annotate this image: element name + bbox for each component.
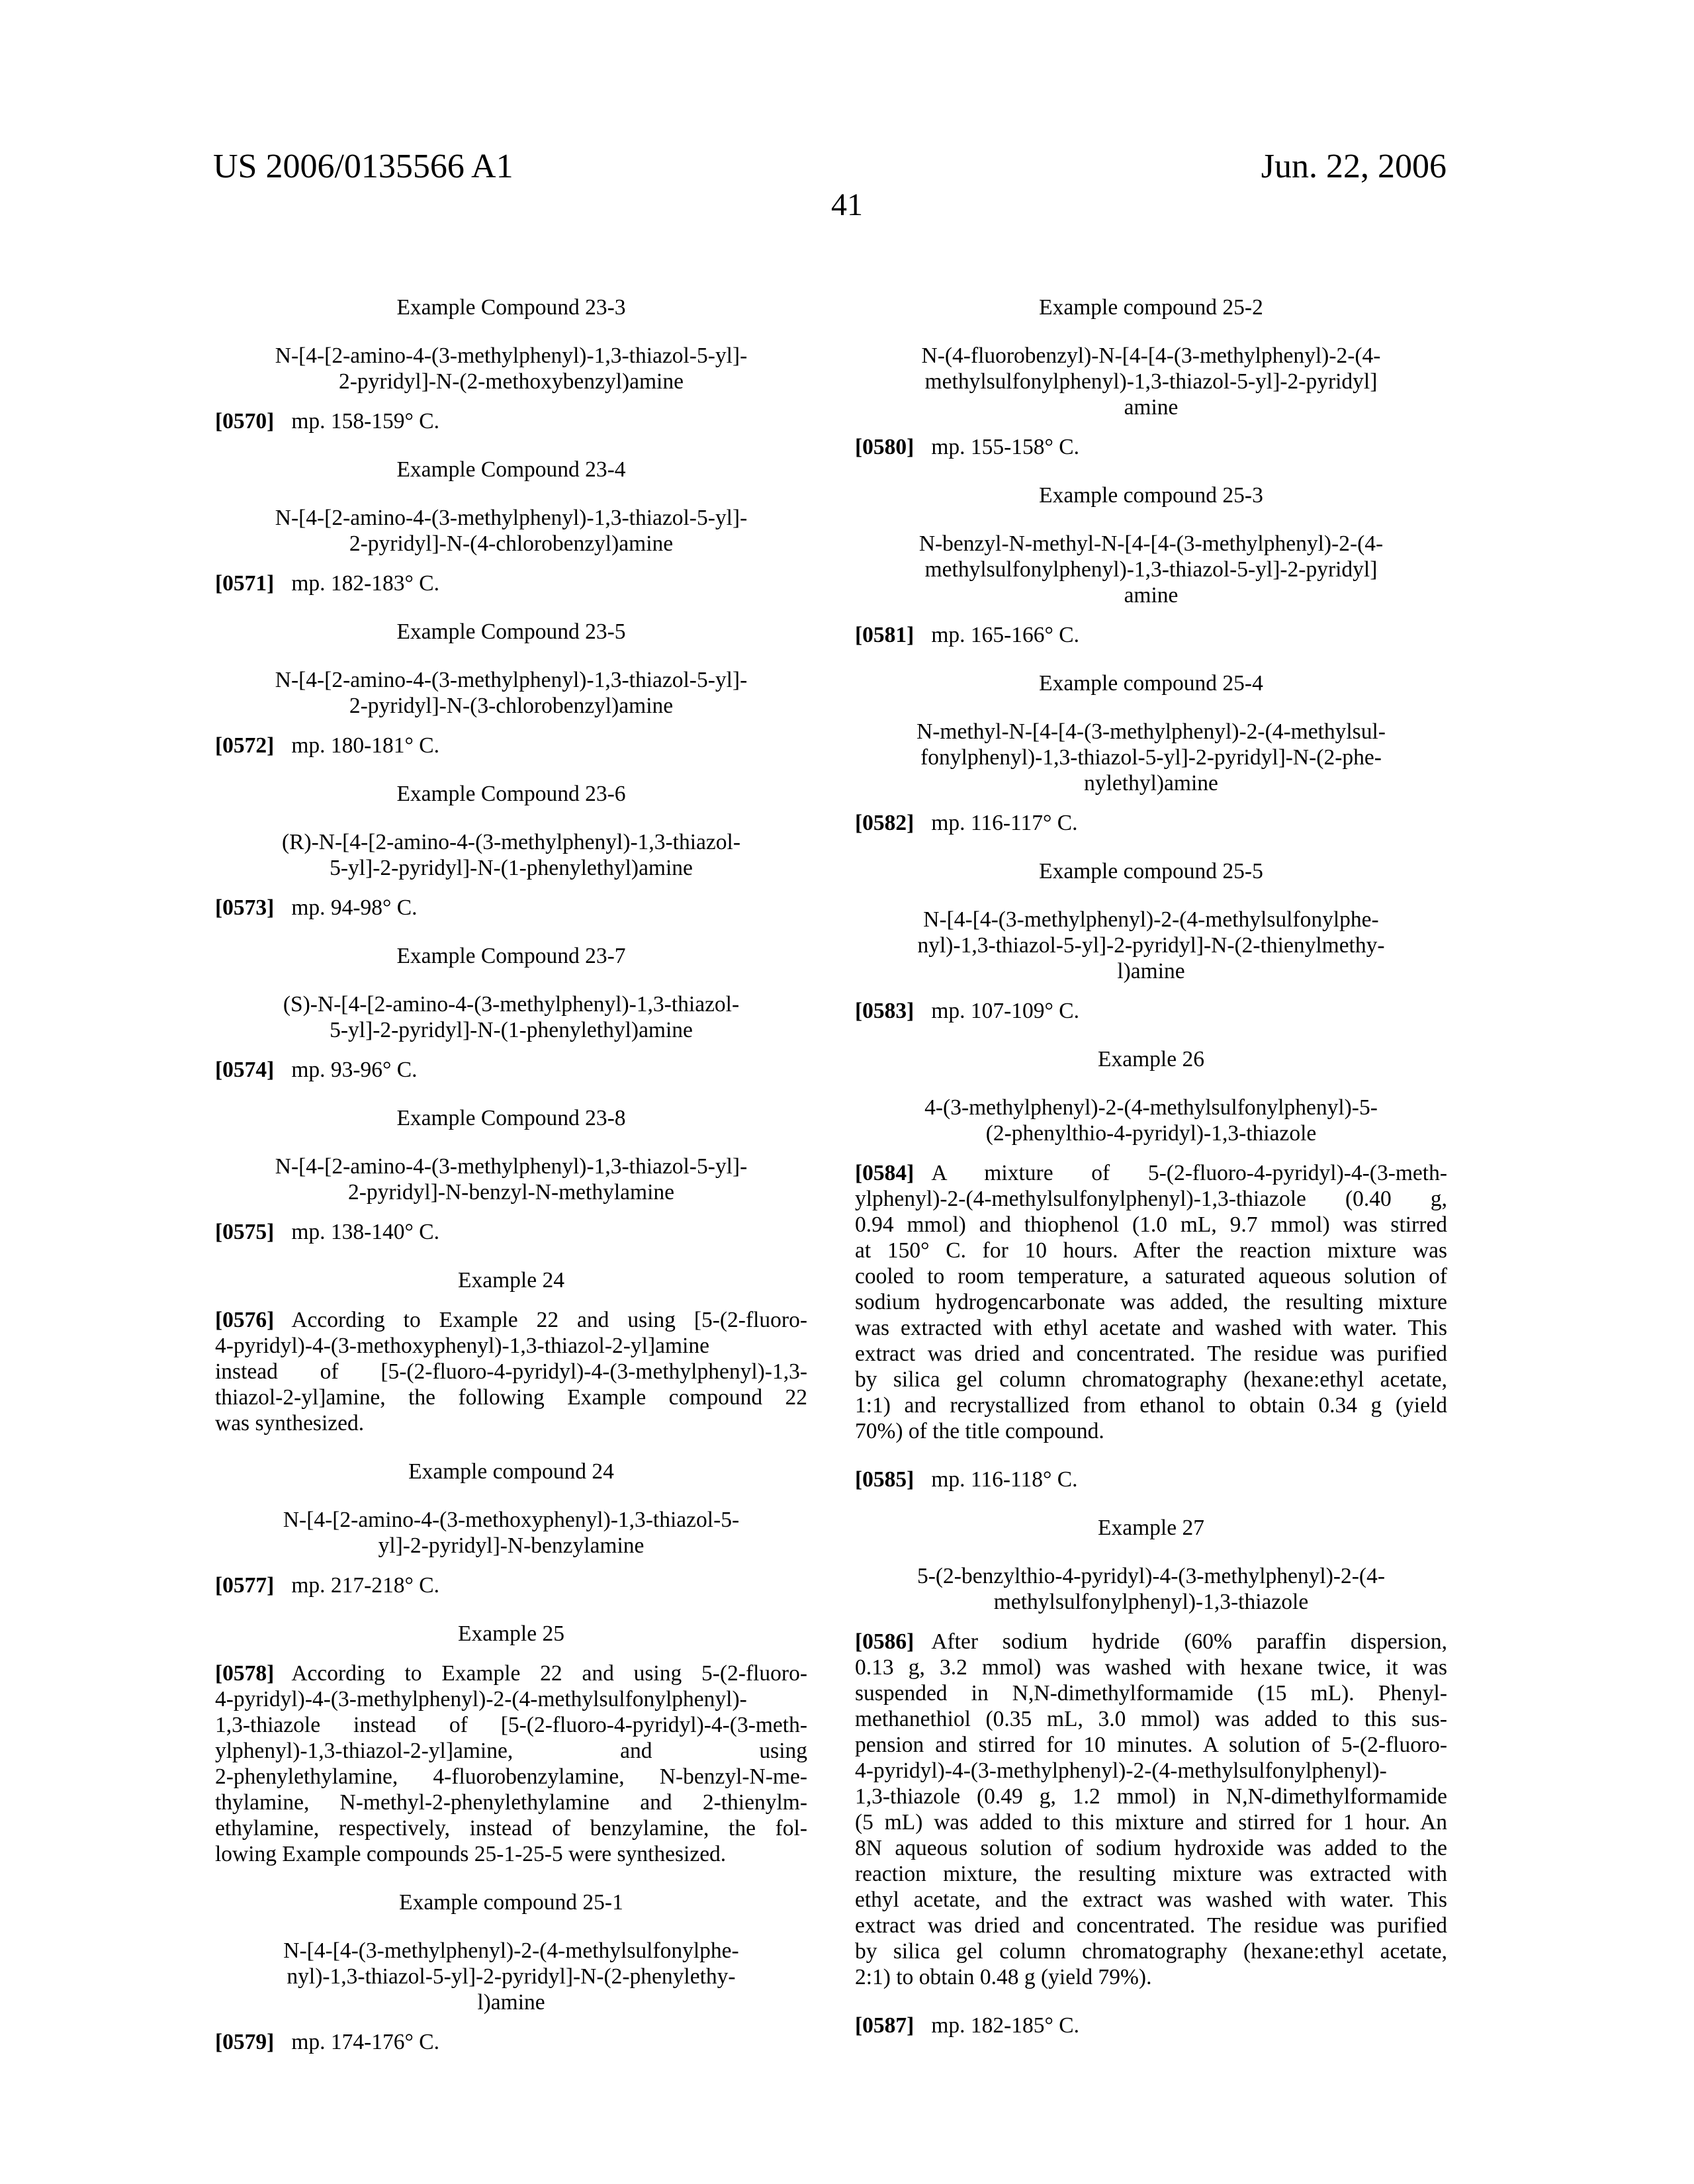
paragraph-text: mp. 165-166° C. bbox=[931, 623, 1079, 647]
spacer bbox=[855, 2038, 1447, 2061]
compound-name bbox=[215, 1938, 807, 2015]
section-heading: Example 25 bbox=[215, 1621, 807, 1647]
paragraph-line bbox=[855, 1392, 1447, 1418]
paragraph-line bbox=[855, 1629, 1447, 1655]
spacer bbox=[215, 1083, 807, 1105]
spacer bbox=[215, 320, 807, 343]
spacer bbox=[855, 608, 1447, 622]
spacer bbox=[215, 394, 807, 408]
paragraph-line bbox=[855, 1238, 1447, 1263]
paragraph-text: mp. 116-117° C. bbox=[931, 811, 1077, 835]
compound-name-line: 2-pyridyl]-N-(3-chlorobenzyl)amine bbox=[215, 693, 807, 719]
compound-name-line: l)amine bbox=[855, 958, 1447, 984]
spacer bbox=[215, 557, 807, 570]
paragraph-text: According to Example 22 and using [5-(2-fluoro- bbox=[291, 1308, 807, 1332]
paragraph bbox=[215, 408, 807, 434]
paragraph-line bbox=[215, 1057, 807, 1083]
compound-name bbox=[855, 719, 1447, 796]
paragraph-line bbox=[215, 1572, 807, 1598]
spacer bbox=[855, 648, 1447, 670]
paragraph-text: mp. 138-140° C. bbox=[291, 1220, 439, 1244]
paragraph-text: mp. 158-159° C. bbox=[291, 409, 439, 433]
section-heading: Example Compound 23-5 bbox=[215, 619, 807, 645]
paragraph-text: 0.13 g, 3.2 mmol) was washed with hexane twice, it was bbox=[855, 1655, 1447, 1680]
section-heading: Example compound 24 bbox=[215, 1459, 807, 1484]
paragraph-text: 1,3-thiazole (0.49 g, 1.2 mmol) in N,N-dimethylformamide bbox=[855, 1784, 1447, 1809]
section-heading: Example 26 bbox=[855, 1046, 1447, 1072]
section-block bbox=[855, 1467, 1447, 1515]
section-block bbox=[855, 482, 1447, 670]
section-block bbox=[215, 295, 807, 457]
paragraph-text: methanethiol (0.35 mL, 3.0 mmol) was added to this sus- bbox=[855, 1707, 1447, 1731]
paragraph-line bbox=[855, 1938, 1447, 1964]
paragraph-number: [0576] bbox=[215, 1308, 274, 1332]
compound-name bbox=[215, 667, 807, 719]
paragraph-number: [0580] bbox=[855, 435, 914, 459]
paragraph-text: by silica gel column chromatography (hexane:ethyl acetate, bbox=[855, 1939, 1447, 1964]
paragraph-line bbox=[855, 1655, 1447, 1680]
spacer bbox=[215, 482, 807, 505]
compound-name-line: (R)-N-[4-[2-amino-4-(3-methylphenyl)-1,3-thiazol- bbox=[215, 829, 807, 855]
section-block bbox=[215, 1105, 807, 1267]
section-block bbox=[215, 781, 807, 943]
paragraph-text: mp. 93-96° C. bbox=[291, 1058, 417, 1082]
paragraph-text: 4-pyridyl)-4-(3-methylphenyl)-2-(4-methylsulfonylphenyl)- bbox=[215, 1687, 747, 1711]
paragraph bbox=[215, 733, 807, 758]
paragraph-line bbox=[855, 1732, 1447, 1758]
paragraph-text: at 150° C. for 10 hours. After the reaction mixture was bbox=[855, 1238, 1447, 1263]
paragraph bbox=[215, 1661, 807, 1867]
spacer bbox=[215, 1436, 807, 1459]
spacer bbox=[215, 1043, 807, 1057]
spacer bbox=[215, 1598, 807, 1621]
paragraph-text: 0.94 mmol) and thiophenol (1.0 mL, 9.7 mmol) was stirred bbox=[855, 1212, 1447, 1237]
paragraph-line bbox=[215, 1385, 807, 1410]
compound-name-line: (S)-N-[4-[2-amino-4-(3-methylphenyl)-1,3-thiazol- bbox=[215, 991, 807, 1017]
compound-name-line: N-[4-[2-amino-4-(3-methylphenyl)-1,3-thiazol-5-yl]- bbox=[215, 667, 807, 693]
paragraph-text: ethylamine, respectively, instead of benzylamine, the fol- bbox=[215, 1816, 807, 1841]
compound-name-line: 5-yl]-2-pyridyl]-N-(1-phenylethyl)amine bbox=[215, 1017, 807, 1043]
paragraph-text: instead of [5-(2-fluoro-4-pyridyl)-4-(3-methylphenyl)-1,3- bbox=[215, 1359, 807, 1384]
section-heading: Example 27 bbox=[855, 1515, 1447, 1541]
paragraph bbox=[215, 2029, 807, 2055]
page-number: 41 bbox=[0, 187, 1694, 224]
spacer bbox=[855, 1990, 1447, 2013]
paragraph bbox=[855, 1629, 1447, 1990]
section-heading: Example compound 25-1 bbox=[215, 1889, 807, 1915]
paragraph-text: extract was dried and concentrated. The residue was purified bbox=[855, 1342, 1447, 1366]
paragraph-line bbox=[215, 1333, 807, 1359]
paragraph-number: [0570] bbox=[215, 409, 274, 433]
compound-name-line: N-[4-[4-(3-methylphenyl)-2-(4-methylsulfonylphe- bbox=[855, 907, 1447, 933]
compound-name-line: amine bbox=[855, 582, 1447, 608]
paragraph-text: extract was dried and concentrated. The residue was purified bbox=[855, 1913, 1447, 1938]
spacer bbox=[215, 758, 807, 781]
spacer bbox=[215, 807, 807, 829]
section-block bbox=[215, 1889, 807, 2077]
paragraph-number: [0579] bbox=[215, 2030, 274, 2054]
section-block bbox=[855, 295, 1447, 482]
paragraph-text: According to Example 22 and using 5-(2-fluoro- bbox=[291, 1661, 807, 1686]
spacer bbox=[855, 420, 1447, 434]
paragraph-number: [0583] bbox=[855, 999, 914, 1023]
section-heading: Example compound 25-3 bbox=[855, 482, 1447, 508]
compound-name-line: nylethyl)amine bbox=[855, 770, 1447, 796]
paragraph-line bbox=[855, 1861, 1447, 1887]
paragraph-number: [0587] bbox=[855, 2013, 914, 2038]
paragraph-text: thylamine, N-methyl-2-phenylethylamine and 2-thienylm- bbox=[215, 1790, 807, 1815]
paragraph-text: pension and stirred for 10 minutes. A solution of 5-(2-fluoro- bbox=[855, 1733, 1447, 1757]
compound-name-line: l)amine bbox=[215, 1989, 807, 2015]
paragraph-line bbox=[215, 1764, 807, 1790]
paragraph-text: 70%) of the title compound. bbox=[855, 1419, 1104, 1443]
compound-name-line: N-benzyl-N-methyl-N-[4-[4-(3-methylphenyl)-2-(4- bbox=[855, 531, 1447, 557]
paragraph-number: [0581] bbox=[855, 623, 914, 647]
paragraph-line bbox=[215, 1410, 807, 1436]
compound-name-line: yl]-2-pyridyl]-N-benzylamine bbox=[215, 1533, 807, 1559]
paragraph bbox=[855, 810, 1447, 836]
compound-name bbox=[215, 505, 807, 557]
paragraph-line bbox=[215, 733, 807, 758]
paragraph-line bbox=[215, 1815, 807, 1841]
spacer bbox=[215, 434, 807, 457]
compound-name bbox=[855, 343, 1447, 420]
paragraph-line bbox=[855, 810, 1447, 836]
spacer bbox=[215, 1647, 807, 1661]
compound-name bbox=[215, 1507, 807, 1559]
spacer bbox=[855, 1024, 1447, 1046]
paragraph-text: mp. 155-158° C. bbox=[931, 435, 1079, 459]
paragraph-line bbox=[855, 1913, 1447, 1938]
compound-name-line: N-[4-[4-(3-methylphenyl)-2-(4-methylsulfonylphe- bbox=[215, 1938, 807, 1964]
spacer bbox=[855, 1444, 1447, 1467]
paragraph-text: ylphenyl)-2-(4-methylsulfonylphenyl)-1,3-thiazole (0.40 g, bbox=[855, 1187, 1447, 1211]
paragraph-text: mp. 182-183° C. bbox=[291, 571, 439, 596]
paragraph-line bbox=[855, 1315, 1447, 1341]
paragraph-line bbox=[215, 1790, 807, 1815]
compound-name-line: methylsulfonylphenyl)-1,3-thiazole bbox=[855, 1589, 1447, 1615]
paragraph bbox=[215, 570, 807, 596]
paragraph-line bbox=[215, 1661, 807, 1686]
spacer bbox=[215, 969, 807, 991]
paragraph-text: 2:1) to obtain 0.48 g (yield 79%). bbox=[855, 1965, 1151, 1989]
spacer bbox=[215, 645, 807, 667]
paragraph bbox=[855, 998, 1447, 1024]
paragraph-text: mp. 182-185° C. bbox=[931, 2013, 1079, 2038]
paragraph-text: mp. 107-109° C. bbox=[931, 999, 1079, 1023]
spacer bbox=[855, 696, 1447, 719]
spacer bbox=[855, 884, 1447, 907]
compound-name-line: (2-phenylthio-4-pyridyl)-1,3-thiazole bbox=[855, 1120, 1447, 1146]
section-block bbox=[215, 457, 807, 619]
paragraph-line bbox=[855, 434, 1447, 460]
spacer bbox=[215, 1293, 807, 1307]
spacer bbox=[215, 1131, 807, 1154]
compound-name bbox=[855, 907, 1447, 984]
spacer bbox=[215, 1915, 807, 1938]
right-column bbox=[855, 295, 1447, 2061]
compound-name-line: N-methyl-N-[4-[4-(3-methylphenyl)-2-(4-methylsul- bbox=[855, 719, 1447, 745]
paragraph-text: mp. 174-176° C. bbox=[291, 2030, 439, 2054]
spacer bbox=[215, 596, 807, 619]
paragraph-text: by silica gel column chromatography (hexane:ethyl acetate, bbox=[855, 1367, 1447, 1392]
paragraph-number: [0577] bbox=[215, 1573, 274, 1598]
paragraph-text: 2-phenylethylamine, 4-fluorobenzylamine, N-benzyl-N-me- bbox=[215, 1764, 807, 1789]
spacer bbox=[215, 881, 807, 895]
paragraph-text: After sodium hydride (60% paraffin dispersion, bbox=[931, 1629, 1447, 1654]
compound-name bbox=[215, 991, 807, 1043]
compound-name bbox=[215, 829, 807, 881]
paragraph-text: thiazol-2-yl]amine, the following Example compound 22 bbox=[215, 1385, 807, 1410]
compound-name-line: methylsulfonylphenyl)-1,3-thiazol-5-yl]-2-pyridyl] bbox=[855, 557, 1447, 582]
paragraph-text: mp. 94-98° C. bbox=[291, 895, 417, 920]
paragraph-line bbox=[215, 1738, 807, 1764]
paragraph bbox=[855, 622, 1447, 648]
paragraph-line bbox=[855, 1289, 1447, 1315]
paragraph-text: mp. 116-118° C. bbox=[931, 1467, 1077, 1492]
compound-name-line: N-[4-[2-amino-4-(3-methylphenyl)-1,3-thiazol-5-yl]- bbox=[215, 343, 807, 369]
paragraph-line bbox=[215, 1686, 807, 1712]
spacer bbox=[215, 719, 807, 733]
spacer bbox=[855, 1146, 1447, 1160]
spacer bbox=[215, 1484, 807, 1507]
paragraph-text: mp. 217-218° C. bbox=[291, 1573, 439, 1598]
paragraph-number: [0571] bbox=[215, 571, 274, 596]
paragraph-line bbox=[855, 1835, 1447, 1861]
paragraph-text: 4-pyridyl)-4-(3-methoxyphenyl)-1,3-thiazol-2-yl]amine bbox=[215, 1334, 709, 1358]
paragraph-text: was extracted with ethyl acetate and washed with water. This bbox=[855, 1316, 1447, 1340]
compound-name bbox=[855, 1563, 1447, 1615]
paragraph-text: 4-pyridyl)-4-(3-methylphenyl)-2-(4-methylsulfonylphenyl)- bbox=[855, 1758, 1387, 1783]
paragraph-text: sodium hydrogencarbonate was added, the resulting mixture bbox=[855, 1290, 1447, 1314]
compound-name-line: amine bbox=[855, 394, 1447, 420]
section-heading: Example compound 25-2 bbox=[855, 295, 1447, 320]
paragraph-number: [0586] bbox=[855, 1629, 914, 1654]
paragraph bbox=[855, 1467, 1447, 1492]
paragraph-number: [0572] bbox=[215, 733, 274, 758]
paragraph-text: ylphenyl)-1,3-thiazol-2-yl]amine, and using bbox=[215, 1739, 807, 1763]
paragraph-line bbox=[855, 998, 1447, 1024]
paragraph-line bbox=[215, 1359, 807, 1385]
paragraph-number: [0573] bbox=[215, 895, 274, 920]
paragraph bbox=[215, 1307, 807, 1436]
compound-name-line: N-[4-[2-amino-4-(3-methoxyphenyl)-1,3-thiazol-5- bbox=[215, 1507, 807, 1533]
paragraph-text: 8N aqueous solution of sodium hydroxide was added to the bbox=[855, 1836, 1447, 1860]
section-heading: Example Compound 23-6 bbox=[215, 781, 807, 807]
section-block bbox=[855, 2013, 1447, 2061]
paragraph-line bbox=[215, 1219, 807, 1245]
paragraph-line bbox=[215, 1841, 807, 1867]
section-block bbox=[215, 1267, 807, 1459]
section-heading: Example compound 25-5 bbox=[855, 858, 1447, 884]
paragraph-text: reaction mixture, the resulting mixture was extracted with bbox=[855, 1862, 1447, 1886]
spacer bbox=[215, 2055, 807, 2077]
paragraph bbox=[855, 434, 1447, 460]
section-heading: Example compound 25-4 bbox=[855, 670, 1447, 696]
paragraph-text: suspended in N,N-dimethylformamide (15 mL). Phenyl- bbox=[855, 1681, 1447, 1706]
publication-date: Jun. 22, 2006 bbox=[1261, 147, 1447, 187]
paragraph-line bbox=[855, 1160, 1447, 1186]
compound-name-line: 5-yl]-2-pyridyl]-N-(1-phenylethyl)amine bbox=[215, 855, 807, 881]
spacer bbox=[855, 796, 1447, 810]
paragraph-number: [0574] bbox=[215, 1058, 274, 1082]
spacer bbox=[215, 1205, 807, 1219]
paragraph-line bbox=[855, 1263, 1447, 1289]
paragraph-line bbox=[855, 1887, 1447, 1913]
compound-name-line: 2-pyridyl]-N-(2-methoxybenzyl)amine bbox=[215, 369, 807, 394]
paragraph-line bbox=[855, 1680, 1447, 1706]
compound-name-line: N-[4-[2-amino-4-(3-methylphenyl)-1,3-thiazol-5-yl]- bbox=[215, 1154, 807, 1179]
spacer bbox=[215, 921, 807, 943]
paragraph-text: lowing Example compounds 25-1-25-5 were synthesized. bbox=[215, 1842, 726, 1866]
compound-name bbox=[215, 343, 807, 394]
section-heading: Example Compound 23-4 bbox=[215, 457, 807, 482]
spacer bbox=[855, 836, 1447, 858]
compound-name-line: fonylphenyl)-1,3-thiazol-5-yl]-2-pyridyl]-N-(2-phe- bbox=[855, 745, 1447, 770]
paragraph bbox=[215, 1057, 807, 1083]
compound-name-line: 5-(2-benzylthio-4-pyridyl)-4-(3-methylphenyl)-2-(4- bbox=[855, 1563, 1447, 1589]
compound-name-line: N-[4-[2-amino-4-(3-methylphenyl)-1,3-thiazol-5-yl]- bbox=[215, 505, 807, 531]
paragraph bbox=[855, 1160, 1447, 1444]
section-block bbox=[855, 858, 1447, 1046]
paragraph-line bbox=[855, 1341, 1447, 1367]
paragraph-number: [0582] bbox=[855, 811, 914, 835]
spacer bbox=[855, 1541, 1447, 1563]
paragraph-number: [0585] bbox=[855, 1467, 914, 1492]
paragraph-line bbox=[855, 2013, 1447, 2038]
paragraph-line bbox=[855, 1367, 1447, 1392]
section-heading: Example Compound 23-7 bbox=[215, 943, 807, 969]
left-column bbox=[215, 295, 807, 2077]
paragraph-line bbox=[855, 1964, 1447, 1990]
paragraph-text: cooled to room temperature, a saturated aqueous solution of bbox=[855, 1264, 1447, 1289]
spacer bbox=[855, 320, 1447, 343]
paragraph-text: 1:1) and recrystallized from ethanol to obtain 0.34 g (yield bbox=[855, 1393, 1447, 1418]
paragraph bbox=[215, 895, 807, 921]
paragraph-line bbox=[855, 1418, 1447, 1444]
section-block bbox=[855, 1046, 1447, 1467]
paragraph-text: mp. 180-181° C. bbox=[291, 733, 439, 758]
compound-name-line: nyl)-1,3-thiazol-5-yl]-2-pyridyl]-N-(2-phenylethy- bbox=[215, 1964, 807, 1989]
section-heading: Example Compound 23-8 bbox=[215, 1105, 807, 1131]
spacer bbox=[215, 1245, 807, 1267]
spacer bbox=[855, 1072, 1447, 1095]
paragraph-text: A mixture of 5-(2-fluoro-4-pyridyl)-4-(3-meth- bbox=[931, 1161, 1447, 1185]
paragraph-text: 1,3-thiazole instead of [5-(2-fluoro-4-pyridyl)-4-(3-meth- bbox=[215, 1713, 807, 1737]
paragraph-text: ethyl acetate, and the extract was washed with water. This bbox=[855, 1888, 1447, 1912]
compound-name bbox=[855, 1095, 1447, 1146]
paragraph bbox=[215, 1219, 807, 1245]
section-heading: Example Compound 23-3 bbox=[215, 295, 807, 320]
paragraph-line bbox=[855, 622, 1447, 648]
paragraph-line bbox=[855, 1809, 1447, 1835]
section-block bbox=[215, 1459, 807, 1621]
spacer bbox=[215, 2015, 807, 2029]
paragraph-line bbox=[215, 1307, 807, 1333]
paragraph-line bbox=[855, 1467, 1447, 1492]
paragraph-line bbox=[215, 570, 807, 596]
paragraph-line bbox=[855, 1186, 1447, 1212]
compound-name bbox=[215, 1154, 807, 1205]
section-block bbox=[215, 619, 807, 781]
spacer bbox=[215, 1559, 807, 1572]
section-block bbox=[215, 943, 807, 1105]
paragraph-line bbox=[855, 1706, 1447, 1732]
paragraph-line bbox=[215, 1712, 807, 1738]
compound-name-line: nyl)-1,3-thiazol-5-yl]-2-pyridyl]-N-(2-thienylmethy- bbox=[855, 933, 1447, 958]
paragraph-text: (5 mL) was added to this mixture and stirred for 1 hour. An bbox=[855, 1810, 1447, 1835]
section-block bbox=[855, 670, 1447, 858]
spacer bbox=[855, 1615, 1447, 1629]
section-block bbox=[215, 1621, 807, 1889]
spacer bbox=[855, 984, 1447, 998]
paragraph-line bbox=[215, 2029, 807, 2055]
spacer bbox=[855, 1492, 1447, 1515]
paragraph bbox=[855, 2013, 1447, 2038]
paragraph-number: [0578] bbox=[215, 1661, 274, 1686]
spacer bbox=[855, 460, 1447, 482]
paragraph-line bbox=[215, 895, 807, 921]
compound-name-line: 2-pyridyl]-N-(4-chlorobenzyl)amine bbox=[215, 531, 807, 557]
paragraph-line bbox=[855, 1212, 1447, 1238]
section-heading: Example 24 bbox=[215, 1267, 807, 1293]
paragraph-line bbox=[215, 408, 807, 434]
paragraph-text: was synthesized. bbox=[215, 1411, 364, 1435]
paragraph bbox=[215, 1572, 807, 1598]
paragraph-line bbox=[855, 1784, 1447, 1809]
compound-name-line: 2-pyridyl]-N-benzyl-N-methylamine bbox=[215, 1179, 807, 1205]
compound-name-line: 4-(3-methylphenyl)-2-(4-methylsulfonylphenyl)-5- bbox=[855, 1095, 1447, 1120]
paragraph-number: [0575] bbox=[215, 1220, 274, 1244]
paragraph-line bbox=[855, 1758, 1447, 1784]
spacer bbox=[855, 508, 1447, 531]
compound-name-line: methylsulfonylphenyl)-1,3-thiazol-5-yl]-2-pyridyl] bbox=[855, 369, 1447, 394]
section-block bbox=[855, 1515, 1447, 2013]
publication-number: US 2006/0135566 A1 bbox=[213, 147, 513, 187]
spacer bbox=[215, 1867, 807, 1889]
compound-name-line: N-(4-fluorobenzyl)-N-[4-[4-(3-methylphenyl)-2-(4- bbox=[855, 343, 1447, 369]
paragraph-number: [0584] bbox=[855, 1161, 914, 1185]
compound-name bbox=[855, 531, 1447, 608]
